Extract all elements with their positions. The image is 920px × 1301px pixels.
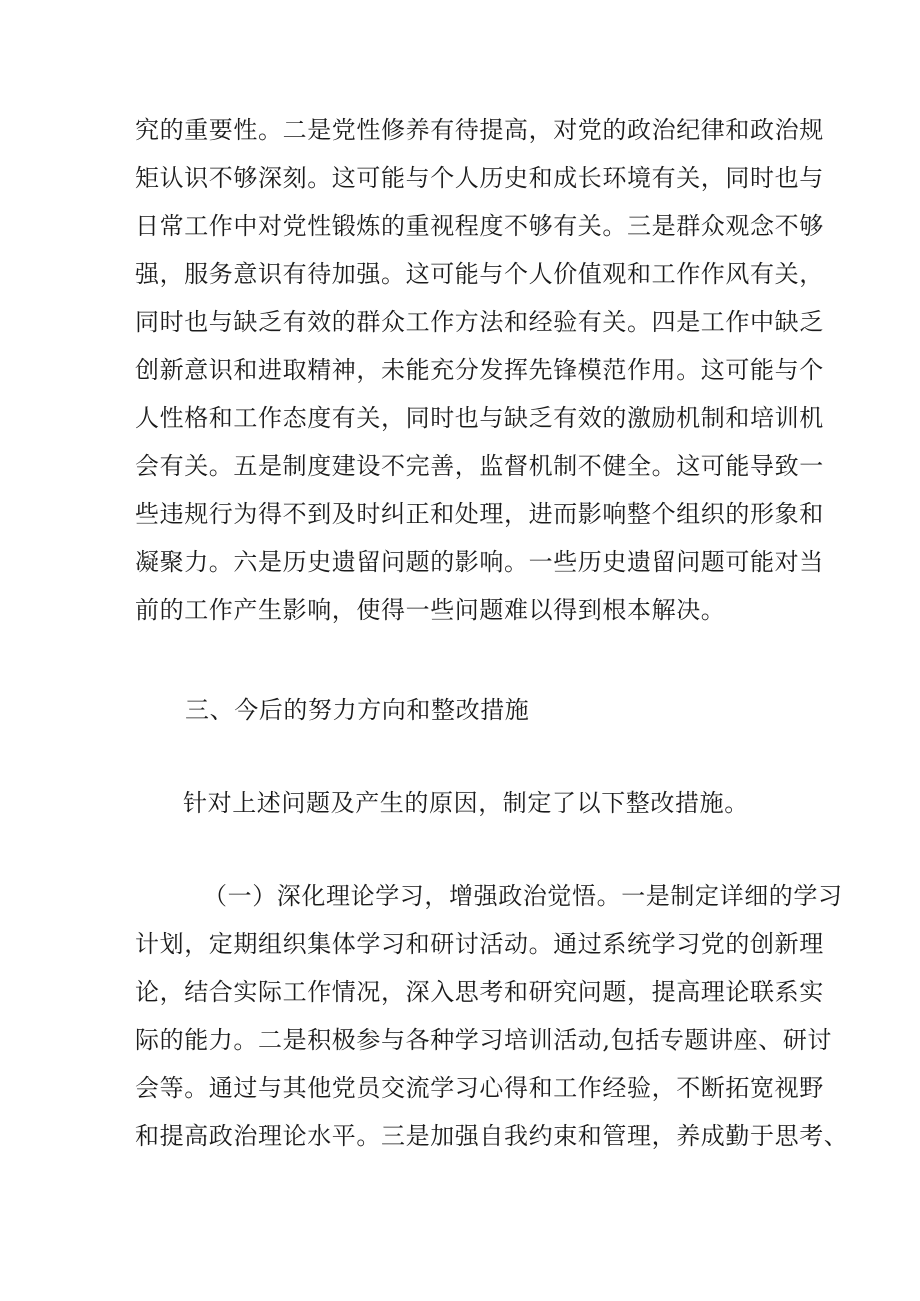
body-text-line: 会有关。五是制度建设不完善，监督机制不健全。这可能导致一 xyxy=(135,452,824,480)
body-text-line: 和提高政治理论水平。三是加强自我约束和管理，养成勤于思考、 xyxy=(135,1122,849,1150)
body-text-line: 究的重要性。二是党性修养有待提高，对党的政治纪律和政治规 xyxy=(135,116,824,144)
body-text-line: 日常工作中对党性锻炼的重视程度不够有关。三是群众观念不够 xyxy=(135,212,824,240)
body-text-line: 强，服务意识有待加强。这可能与个人价值观和工作作风有关， xyxy=(135,260,824,288)
body-text-line: 同时也与缺乏有效的群众工作方法和经验有关。四是工作中缺乏 xyxy=(135,308,824,336)
body-text-line: 矩认识不够深刻。这可能与个人历史和成长环境有关，同时也与 xyxy=(135,164,824,192)
body-text-line: 前的工作产生影响，使得一些问题难以得到根本解决。 xyxy=(135,596,726,624)
body-text-line: 凝聚力。六是历史遗留问题的影响。一些历史遗留问题可能对当 xyxy=(135,548,824,576)
intro-paragraph: 针对上述问题及产生的原因，制定了以下整改措施。 xyxy=(183,789,749,817)
body-text-line: 论，结合实际工作情况，深入思考和研究问题，提高理论联系实 xyxy=(135,978,824,1006)
section-heading: 三、今后的努力方向和整改措施 xyxy=(185,696,530,724)
body-text-line: 计划，定期组织集体学习和研讨活动。通过系统学习党的创新理 xyxy=(135,930,824,958)
body-text-line: 人性格和工作态度有关，同时也与缺乏有效的激励机制和培训机 xyxy=(135,404,824,432)
body-text-line: 创新意识和进取精神，未能充分发挥先锋模范作用。这可能与个 xyxy=(135,356,824,384)
body-text-line: 际的能力。二是积极参与各种学习培训活动,包括专题讲座、研讨 xyxy=(135,1026,833,1054)
body-text-line: 些违规行为得不到及时纠正和处理，进而影响整个组织的形象和 xyxy=(135,500,824,528)
body-text-line: （一）深化理论学习，增强政治觉悟。一是制定详细的学习 xyxy=(203,882,843,910)
body-text-line: 会等。通过与其他党员交流学习心得和工作经验，不断拓宽视野 xyxy=(135,1074,824,1102)
